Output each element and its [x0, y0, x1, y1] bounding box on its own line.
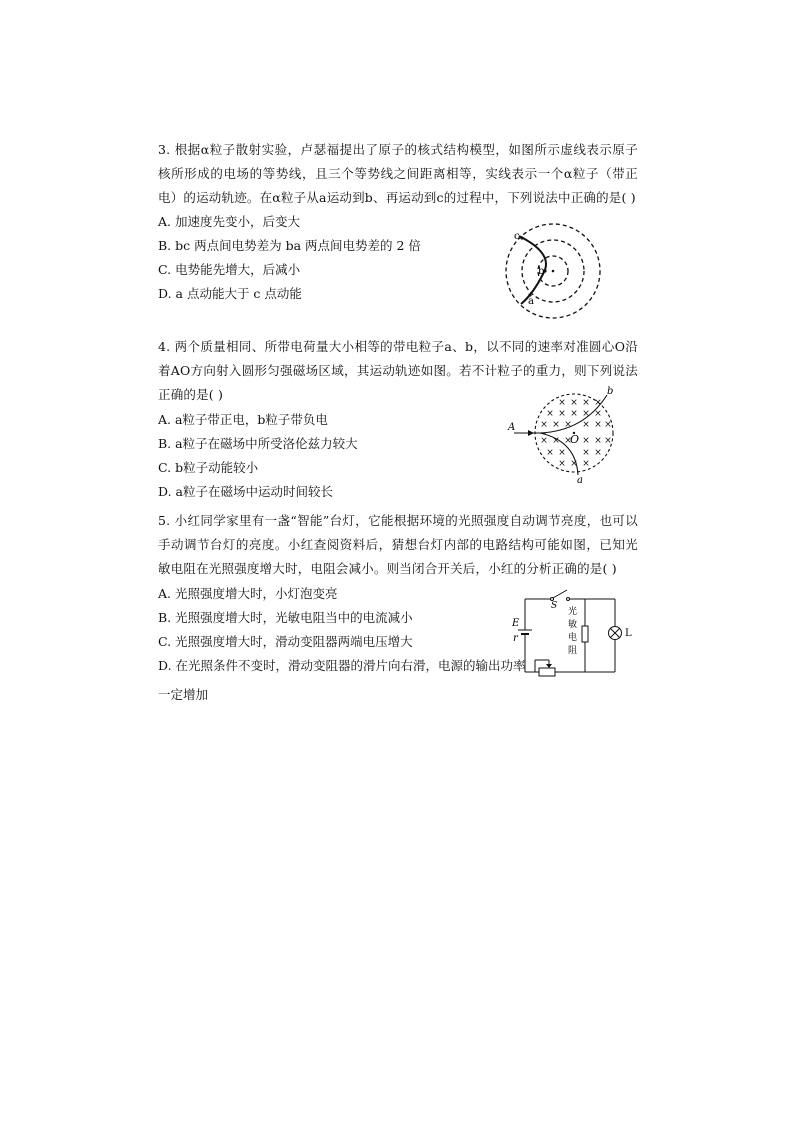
label-L: L — [625, 628, 632, 639]
q3-equipotential-figure — [503, 214, 613, 324]
point-c — [520, 236, 523, 239]
svg-text:×: × — [604, 436, 612, 446]
svg-text:敏: 敏 — [568, 620, 578, 630]
question-5-option-d: D. 在光照条件不变时，滑动变阻器的滑片向右滑，电源的输出功率 — [158, 658, 526, 673]
question-4-stem: 4. 两个质量相同、所带电荷量大小相等的带电粒子a、b，以不同的速率对准圆心O沿着AO方向射入圆形匀强磁场区域，其运动轨迹如图。若不计粒子的重力，则下列说法正确的是( ) — [158, 339, 638, 402]
svg-text:×: × — [540, 436, 548, 446]
svg-text:×: × — [546, 448, 554, 458]
svg-text:×: × — [582, 459, 590, 469]
question-3-option-d: D. a 点动能大于 c 点动能 — [158, 286, 302, 301]
question-5-option-b: B. 光照强度增大时，光敏电阻当中的电流减小 — [158, 610, 413, 625]
q5-circuit-figure — [507, 584, 632, 680]
svg-text:×: × — [594, 436, 602, 446]
svg-text:电: 电 — [568, 633, 578, 643]
svg-text:×: × — [570, 398, 578, 408]
svg-text:×: × — [546, 409, 554, 419]
svg-text:×: × — [552, 420, 560, 430]
switch-blade — [553, 590, 567, 598]
label-b: b — [607, 386, 614, 397]
q4-magnetic-field-figure — [504, 385, 624, 485]
question-5-stem: 5. 小红同学家里有一盏“智能”台灯，它能根据环境的光照强度自动调节亮度，也可以手动调节台灯的亮度。小红查阅资料后，猜想台灯内部的电路结构可能如图，已知光敏电阻在光照强度增大时，电阻会减小。则当闭合开关后，小红的分析正确的是( ) — [158, 513, 638, 576]
question-3-option-b: B. bc 两点间电势差为 ba 两点间电势差的 2 倍 — [158, 238, 421, 253]
svg-text:×: × — [594, 420, 602, 430]
nucleus — [552, 270, 555, 273]
svg-text:×: × — [582, 436, 590, 446]
label-a: a — [577, 475, 583, 485]
label-r: r — [513, 633, 518, 644]
svg-text:×: × — [570, 409, 578, 419]
label-A: A — [508, 422, 516, 433]
photoresistor — [582, 626, 588, 642]
question-5-option-c: C. 光照强度增大时，滑动变阻器两端电压增大 — [158, 634, 413, 649]
svg-text:×: × — [582, 448, 590, 458]
question-4-option-c: C. b粒子动能较小 — [158, 460, 259, 475]
svg-text:×: × — [570, 459, 578, 469]
label-c: c — [514, 231, 520, 242]
svg-text:×: × — [564, 436, 572, 446]
question-3-option-c: C. 电势能先增大，后减小 — [158, 262, 301, 277]
label-E: E — [512, 618, 520, 629]
label-S: S — [551, 601, 558, 611]
label-a: a — [528, 296, 534, 307]
question-4-option-a: A. a粒子带正电，b粒子带负电 — [158, 412, 328, 427]
svg-text:×: × — [552, 436, 560, 446]
svg-text:×: × — [558, 459, 566, 469]
svg-text:×: × — [582, 409, 590, 419]
svg-text:光: 光 — [568, 607, 578, 617]
question-4-option-d: D. a粒子在磁场中运动时间较长 — [158, 484, 333, 499]
svg-text:×: × — [558, 409, 566, 419]
question-4-option-b: B. a粒子在磁场中所受洛伦兹力较大 — [158, 436, 358, 451]
svg-text:×: × — [604, 420, 612, 430]
svg-text:×: × — [558, 448, 566, 458]
label-O: O — [570, 433, 580, 446]
label-b: b — [538, 266, 545, 277]
incident-arrow — [528, 430, 534, 436]
slider-arrow — [546, 664, 552, 668]
svg-text:×: × — [564, 420, 572, 430]
question-5-option-d-continued: 一定增加 — [158, 687, 209, 702]
svg-text:阻: 阻 — [568, 646, 578, 656]
svg-text:×: × — [594, 448, 602, 458]
question-3-stem: 3. 根据α粒子散射实验，卢瑟福提出了原子的核式结构模型，如图所示虚线表示原子核所形成的电场的等势线，且三个等势线之间距离相等，实线表示一个α粒子（带正电）的运动轨迹。在α粒子从a运动到b、再运动到c的过程中，下列说法中正确的是( ) — [158, 142, 638, 205]
svg-text:×: × — [594, 398, 602, 408]
svg-text:×: × — [582, 420, 590, 430]
question-3-option-a: A. 加速度先变小，后变大 — [158, 214, 300, 229]
svg-text:×: × — [582, 398, 590, 408]
svg-text:×: × — [540, 420, 548, 430]
question-5-option-a: A. 光照强度增大时，小灯泡变亮 — [158, 586, 338, 601]
rheostat — [539, 668, 555, 676]
svg-text:×: × — [594, 409, 602, 419]
svg-text:×: × — [558, 398, 566, 408]
